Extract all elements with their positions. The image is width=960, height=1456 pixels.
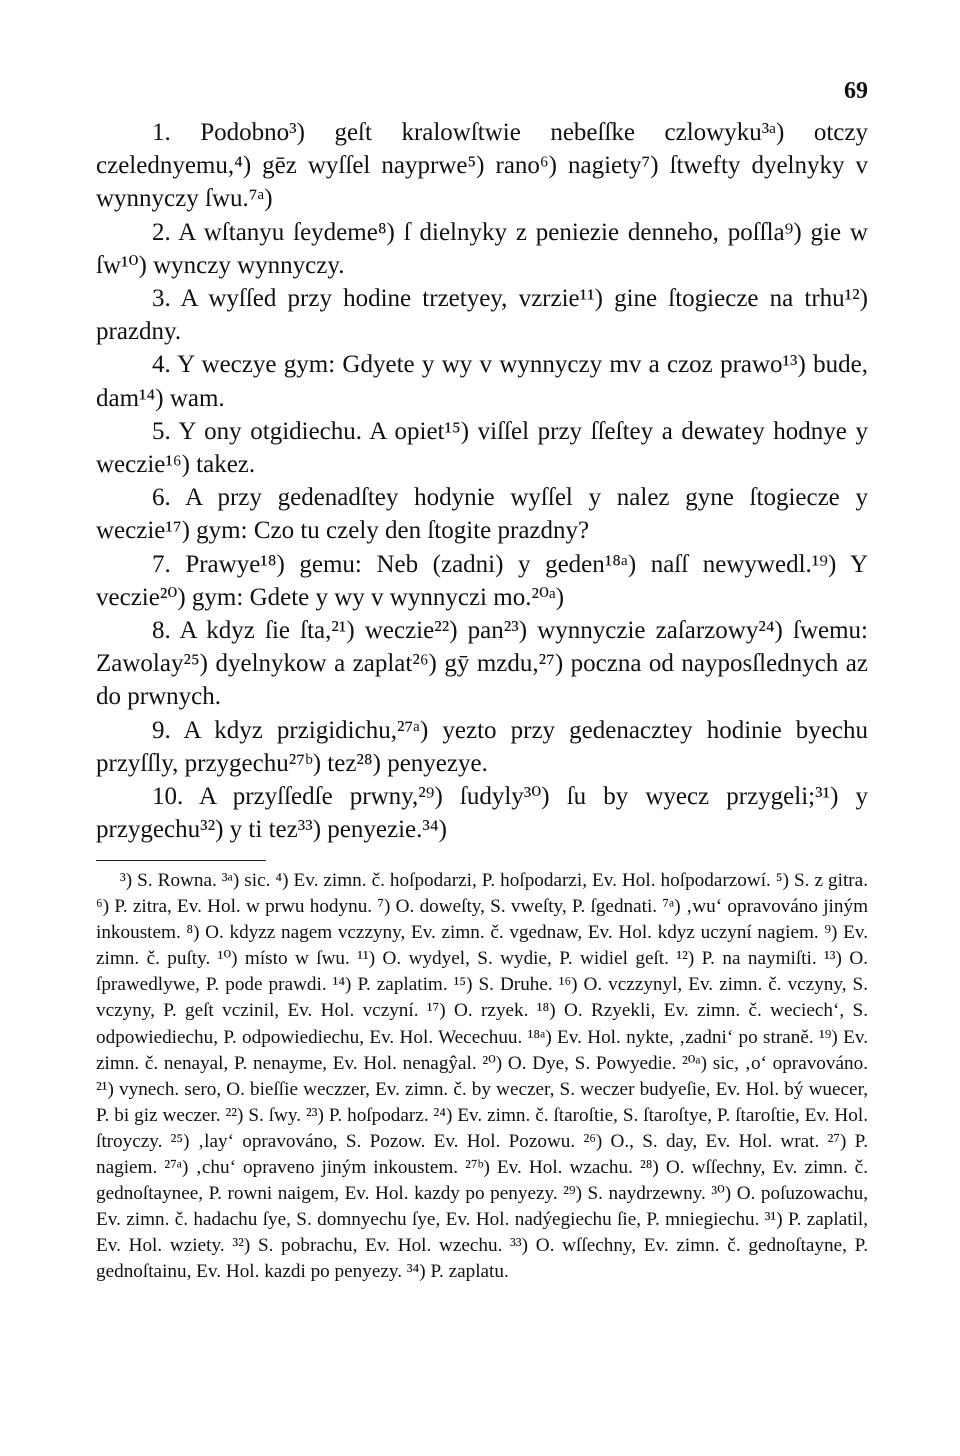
verse-6: 6. A przy gedenadſtey hodynie wyſſel y nalez gyne ſtogiecze y weczie¹⁷) gym: Czo tu czely den ſtogite prazdny?: [96, 484, 868, 545]
verse-7: 7. Prawye¹⁸) gemu: Neb (zadni) y geden¹⁸ᵃ) naſſ newywedl.¹⁹) Y veczie²⁰) gym: Gdete y wy v wynnyczi mo.²⁰ᵃ): [96, 550, 868, 611]
verse-4: 4. Y weczye gym: Gdyete y wy v wynnyczy mv a czoz prawo¹³) bude, dam¹⁴) wam.: [96, 351, 868, 412]
footnotes: ³) S. Rowna. ³ᵃ) sic. ⁴) Ev. zimn. č. hoſpodarzi, P. hoſpodarzi, Ev. Hol. hoſpodarzowí. ⁵) S. z gitra. ⁶) P. zitra, Ev. Hol. w prwu hodynu. ⁷) O. doweſty, S. vweſty, P. ſgednati. ⁷ᵃ) ‚wu‘ opravováno jiným inkoustem. ⁸) O. kdyzz nagem vczzyny, Ev. zimn. č. vgednaw, Ev. Hol. kdyz uczyní nagiem. ⁹) Ev. zimn. č. puſty. ¹⁰) místo w ſwu. ¹¹) O. wydyel, S. wydie, P. widiel geſt. ¹²) P. na naymiſti. ¹³) O. ſprawedlywe, P. pode prawdi. ¹⁴) P. zaplatim. ¹⁵) S. Druhe. ¹⁶) O. vczzynyl, Ev. zimn. č. vczyny, S. vczyny, P. geſt vczinil, Ev. Hol. vczyní. ¹⁷) O. rzyek. ¹⁸) O. Rzyekli, Ev. zimn. č. weciech‘, S. odpowiediechu, P. odpowiediechu, Ev. Hol. Wecechuu. ¹⁸ᵃ) Ev. Hol. nykte, ‚zadni‘ po straně. ¹⁹) Ev. zimn. č. nenayal, P. nenayme, Ev. Hol. nenagŷal. ²⁰) O. Dye, S. Powyedie. ²⁰ᵃ) sic, ‚o‘ opravováno. ²¹) vynech. sero, O. bieſſie weczzer, Ev. zimn. č. by weczer, S. weczer budyeſie, Ev. Hol. bý wuecer, P. bi giz weczer. ²²) S. ſwy. ²³) P. hoſpodarz. ²⁴) Ev. zimn. č. ſtaroſtie, S. ſtaroſtye, P. ſtaroſtie, Ev. Hol. ſtroyczy. ²⁵) ‚lay‘ opravováno, S. Pozow. Ev. Hol. Pozowu. ²⁶) O., S. day, Ev. Hol. wrat. ²⁷) P. nagiem. ²⁷ᵃ) ‚chu‘ opraveno jiným inkoustem. ²⁷ᵇ) Ev. Hol. wzachu. ²⁸) O. wſſechny, Ev. zimn. č. gednoſtaynee, P. rowni naigem, Ev. Hol. kazdy po penyezy. ²⁹) S. naydrzewny. ³⁰) O. poſuzowachu, Ev. zimn. č. hadachu ſye, S. domnyechu ſye, Ev. Hol. nadýegiechu ſie, P. mniegiechu. ³¹) P. zaplatil, Ev. Hol. wziety. ³²) S. pobrachu, Ev. Hol. wzechu. ³³) O. wſſechny, Ev. zimn. č. gednoſtayne, P. gednoſtainu, Ev. Hol. kazdi po penyezy. ³⁴) P. zaplatu.: [96, 870, 868, 1283]
footnote-divider: [96, 860, 266, 861]
verse-2: 2. A wſtanyu ſeydeme⁸) ſ dielnyky z peniezie denneho, poſſla⁹) gie w ſw¹⁰) wynczy wynnyczy.: [96, 218, 868, 279]
verse-3: 3. A wyſſed przy hodine trzetyey, vzrzie¹¹) gine ſtogiecze na trhu¹²) prazdny.: [96, 285, 868, 346]
main-text: [96, 116, 868, 846]
verse-5: 5. Y ony otgidiechu. A opiet¹⁵) viſſel przy ſſeſtey a dewatey hodnye y weczie¹⁶) takez.: [96, 417, 868, 479]
verse-10: 10. A przyſſedſe prwny,²⁹) ſudyly³⁰) ſu by wyecz przygeli;³¹) y przygechu³²) y ti tez³³) penyezie.³⁴): [96, 783, 868, 844]
verse-9: 9. A kdyz przigidichu,²⁷ᵃ) yezto przy gedenacztey hodinie byechu przyſſly, przygechu²⁷ᵇ) tez²⁸) penyezye.: [96, 716, 868, 777]
verse-8: 8. A kdyz ſie ſta,²¹) weczie²²) pan²³) wynnyczie zaſarzowy²⁴) ſwemu: Zawolay²⁵) dyelnykow a zaplat²⁶) gȳ mzdu,²⁷) poczna od nayposſlednych az do prwnych.: [96, 617, 868, 711]
page-number: 69: [844, 78, 868, 104]
verse-1: 1. Podobno³) geſt kralowſtwie nebeſſke czlowyku³ᵃ) otczy czelednyemu,⁴) gēz wyſſel nayprwe⁵) rano⁶) nagiety⁷) ſtwefty dyelnyky v wynnyczy ſwu.⁷ᵃ): [96, 119, 868, 213]
